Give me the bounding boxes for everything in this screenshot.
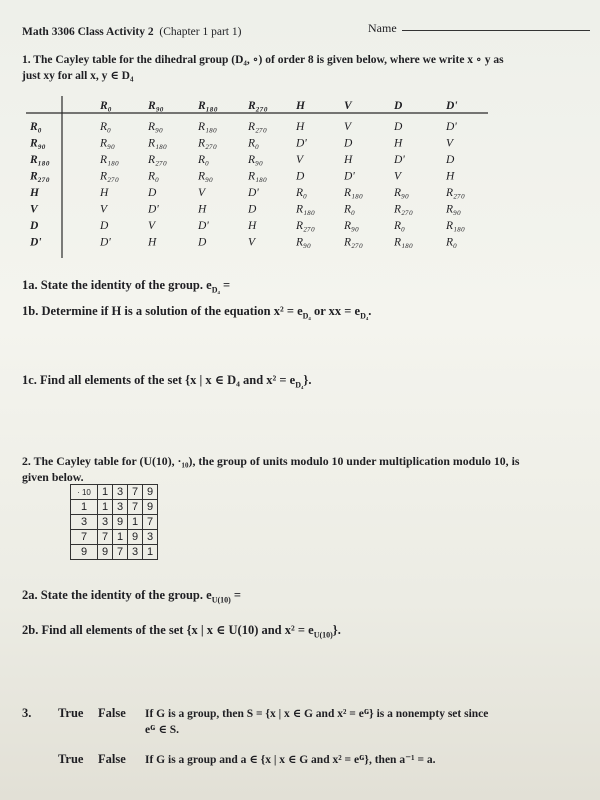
table-cell: 9 <box>128 530 143 545</box>
row-header: 1 <box>71 500 98 515</box>
table-cell: R₂₇₀ <box>344 236 364 249</box>
table-cell: R₁₈₀ <box>148 137 168 150</box>
table-cell: D <box>100 220 109 232</box>
table-cell: R₂₇₀ <box>446 187 466 199</box>
column-header: R₁₈₀ <box>198 100 218 112</box>
table-cell: R₂₇₀ <box>198 137 218 150</box>
table-cell: R₉₀ <box>394 187 410 199</box>
table-cell: H <box>148 236 157 249</box>
u10-cayley-table <box>70 484 158 560</box>
row-header: 7 <box>71 530 98 545</box>
table-cell: 3 <box>98 515 113 530</box>
table-cell: R₉₀ <box>148 121 164 133</box>
table-cell: R₉₀ <box>100 137 116 150</box>
table-row <box>29 237 457 249</box>
table-cell: D' <box>248 187 259 199</box>
column-header: 9 <box>143 485 158 500</box>
column-header: 3 <box>113 485 128 500</box>
table-cell: D' <box>100 236 111 249</box>
table-cell: V <box>296 154 304 166</box>
table-row <box>71 545 158 560</box>
table-cell: V <box>148 220 156 232</box>
course-title: Math 3306 Class Activity 2 (Chapter 1 part 1) <box>22 26 242 38</box>
q1c-prompt: 1c. Find all elements of the set {x | x ∈ D₄ and $x^2 = e_{D_4}$}. <box>22 373 312 390</box>
q2a-answer-area[interactable] <box>290 586 410 602</box>
table-cell: V <box>198 187 206 199</box>
q1b-answer-area[interactable] <box>22 322 562 362</box>
column-header: R₂₇₀ <box>248 100 268 112</box>
row-header: D' <box>30 236 42 249</box>
table-cell: 3 <box>113 500 128 515</box>
q3-item1-statement: If G is a group, then S = {x | x ∈ G and x² = eᴳ} is a nonempty set since <box>145 708 489 720</box>
table-cell: R₀ <box>100 121 112 133</box>
table-cell: R₂₇₀ <box>394 203 414 216</box>
row-header: R₁₈₀ <box>30 154 50 166</box>
table-cell: V <box>446 137 454 150</box>
table-row <box>30 204 461 216</box>
table-cell: R₉₀ <box>248 154 264 166</box>
table-cell: 7 <box>98 530 113 545</box>
table-cell: D <box>148 187 157 199</box>
table-cell: R₁₈₀ <box>198 121 218 133</box>
q1-intro: 1. The Cayley table for the dihedral group (D₄, ∘) of order 8 is given below, where we write x ∘ y as <box>22 54 504 66</box>
q1-intro-line2: just xy for all x, y ∈ D₄ <box>22 70 134 82</box>
q3-item2-statement: If G is a group and a ∈ {x | x ∈ G and x² = eᴳ}, then a⁻¹ = a. <box>145 754 436 766</box>
table-cell: V <box>248 236 256 249</box>
table-cell: 1 <box>128 515 143 530</box>
q3-number: 3. <box>22 706 32 720</box>
q2a-prompt: 2a. State the identity of the group. $e_{U(10)}$ = <box>22 588 242 605</box>
table-row <box>29 154 455 166</box>
q3-item1-statement-line2: eᴳ ∈ S. <box>145 724 179 736</box>
table-cell: D' <box>198 220 209 232</box>
table-cell: R₂₇₀ <box>296 220 316 232</box>
dihedral-cayley-table <box>22 94 492 262</box>
q1a-prompt: 1a. State the identity of the group. $e_{D_4}$ = <box>22 278 231 295</box>
table-row <box>71 500 158 515</box>
table-cell: V <box>100 203 108 216</box>
table-cell: 3 <box>143 530 158 545</box>
table-cell: R₁₈₀ <box>100 154 120 166</box>
table-cell: R₀ <box>446 236 458 249</box>
q3-item1-true[interactable]: True <box>58 706 84 720</box>
table-cell: 7 <box>128 500 143 515</box>
table-cell: D' <box>446 121 457 133</box>
row-header: R₉₀ <box>30 137 46 150</box>
table-cell: R₂₇₀ <box>100 170 120 183</box>
column-header: H <box>296 100 305 112</box>
table-cell: R₉₀ <box>198 170 214 183</box>
table-row <box>29 187 465 199</box>
table-cell: R₀ <box>248 137 260 150</box>
table-cell: 9 <box>113 515 128 530</box>
column-header: 1 <box>98 485 113 500</box>
table-cell: D <box>446 154 455 166</box>
table-cell: R₉₀ <box>296 236 312 249</box>
name-field-line[interactable] <box>402 30 590 31</box>
q2b-answer-area[interactable] <box>22 640 562 690</box>
table-cell: R₁₈₀ <box>394 236 414 249</box>
q3-item2-true[interactable]: True <box>58 752 84 766</box>
table-cell: R₁₈₀ <box>296 203 316 216</box>
q1c-answer-area[interactable] <box>22 390 562 440</box>
q3-item1-false[interactable]: False <box>98 706 126 720</box>
row-header: V <box>30 203 38 216</box>
column-header: R₀ <box>100 100 112 112</box>
table-cell: 7 <box>143 515 158 530</box>
column-header: D' <box>446 100 458 112</box>
table-row <box>71 485 158 500</box>
column-header: 7 <box>128 485 143 500</box>
q2-intro: 2. The Cayley table for (U(10), ·₁₀), the group of units modulo 10 under multiplication modulo 10, is <box>22 454 520 468</box>
q1a-answer-area[interactable] <box>300 276 420 292</box>
table-cell: V <box>394 170 402 183</box>
column-header: D <box>394 100 403 112</box>
table-cell: H <box>446 170 455 183</box>
row-header: R₂₇₀ <box>30 170 50 183</box>
table-cell: 7 <box>113 545 128 560</box>
table-cell: R₁₈₀ <box>446 220 466 232</box>
q3-item2-false[interactable]: False <box>98 752 126 766</box>
table-cell: D <box>344 137 353 150</box>
row-header: H <box>30 187 39 199</box>
table-cell: H <box>198 203 207 216</box>
q1b-prompt: 1b. Determine if H is a solution of the equation $x^2 = e_{D_4}$ or xx = $e_{D_4}$. <box>22 304 372 321</box>
table-cell: D' <box>148 203 159 216</box>
table-cell: R₂₇₀ <box>248 121 268 133</box>
table-cell: H <box>296 121 305 133</box>
table-cell: 9 <box>98 545 113 560</box>
table-cell: R₀ <box>344 203 356 216</box>
table-cell: D' <box>344 170 355 183</box>
table-cell: D <box>394 121 403 133</box>
table-row <box>71 515 158 530</box>
table-row <box>29 121 457 133</box>
table-cell: 1 <box>113 530 128 545</box>
row-header: 9 <box>71 545 98 560</box>
table-cell: 1 <box>143 545 158 560</box>
column-header: R₉₀ <box>148 100 164 112</box>
q2-intro-line2: given below. <box>22 470 84 484</box>
table-cell: R₀ <box>148 170 160 183</box>
table-cell: 1 <box>98 500 113 515</box>
table-cell: H <box>100 187 109 199</box>
row-header: D <box>30 220 39 232</box>
table-cell: D <box>296 170 305 183</box>
table-cell: 3 <box>128 545 143 560</box>
q2b-prompt: 2b. Find all elements of the set {x | x ∈ U(10) and $x^2 = e_{U(10)}$}. <box>22 623 341 640</box>
table-cell: H <box>248 220 257 232</box>
table-cell: D' <box>296 137 307 150</box>
table-cell: R₀ <box>394 220 406 232</box>
table-cell: R₉₀ <box>344 220 360 232</box>
operation-cell: · 10 <box>71 485 98 500</box>
table-cell: H <box>394 137 403 150</box>
table-cell: D <box>248 203 257 216</box>
name-label: Name <box>368 21 397 35</box>
table-cell: V <box>344 121 352 133</box>
table-cell: D <box>198 236 207 249</box>
row-header: R₀ <box>30 121 42 133</box>
table-cell: R₂₇₀ <box>148 154 168 166</box>
table-cell: H <box>344 154 353 166</box>
table-cell: D' <box>394 154 405 166</box>
row-header: 3 <box>71 515 98 530</box>
table-cell: R₁₈₀ <box>248 170 268 183</box>
table-cell: R₁₈₀ <box>344 187 364 199</box>
table-row <box>71 530 158 545</box>
table-row <box>29 220 465 232</box>
table-row <box>29 138 455 150</box>
table-cell: R₀ <box>198 154 210 166</box>
table-cell: R₀ <box>296 187 308 199</box>
table-cell: R₉₀ <box>446 203 462 216</box>
table-row <box>29 171 455 183</box>
table-cell: 9 <box>143 500 158 515</box>
column-header: V <box>344 100 352 112</box>
